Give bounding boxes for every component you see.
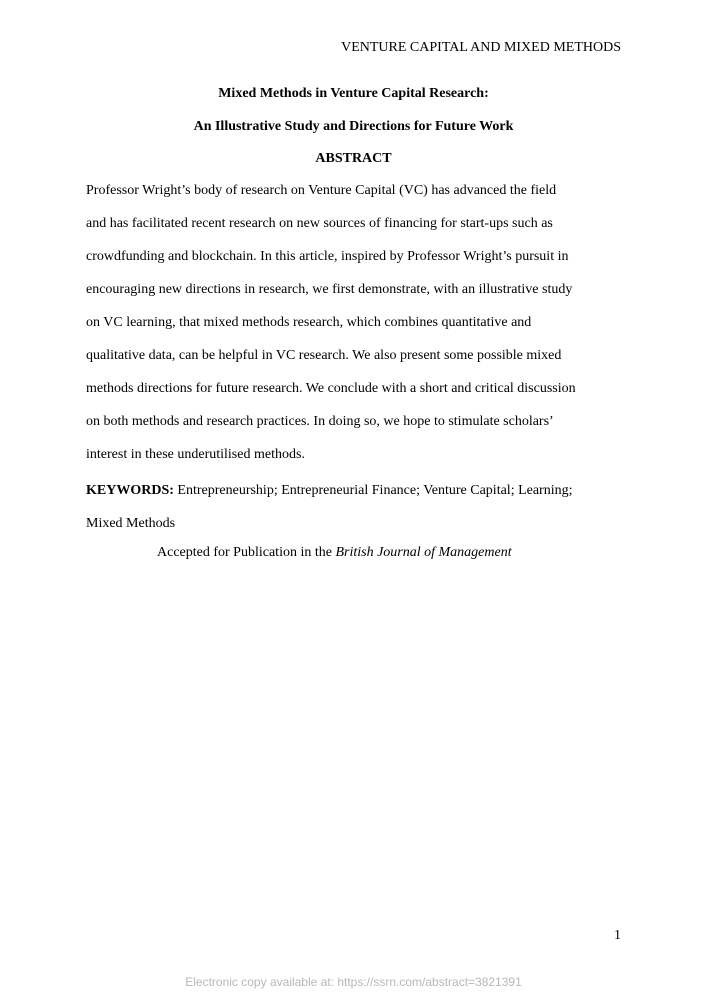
abstract-line: crowdfunding and blockchain. In this article, inspired by Professor Wright’s pursuit in [86,249,569,264]
abstract-line: and has facilitated recent research on new sources of financing for start-ups such as [86,216,553,231]
abstract-line: Professor Wright’s body of research on Venture Capital (VC) has advanced the field [86,183,557,198]
running-head: VENTURE CAPITAL AND MIXED METHODS [341,40,621,55]
journal-name: British Journal of Management [335,545,512,560]
keywords-line-2: Mixed Methods [86,516,176,531]
abstract-line: methods directions for future research. We conclude with a short and critical discussion [86,381,576,396]
paper-title-line-2: An Illustrative Study and Directions for Future Work [193,119,514,134]
abstract-line: on both methods and research practices. In doing so, we hope to stimulate scholars’ [86,414,554,429]
ssrn-footer-notice: Electronic copy available at: https://ssrn.com/abstract=3821391 [185,975,522,989]
abstract-body [86,181,626,478]
keywords-label: KEYWORDS: [86,483,174,498]
keywords-line-1 [86,481,626,514]
keywords-list: Entrepreneurship; Entrepreneurial Finance; Venture Capital; Learning; [173,483,573,498]
abstract-line: qualitative data, can be helpful in VC research. We also present some possible mixed [86,348,562,363]
abstract-line: encouraging new directions in research, we first demonstrate, with an illustrative study [86,282,573,297]
publication-note [157,545,512,561]
abstract-heading: ABSTRACT [315,151,392,166]
page-number: 1 [614,928,621,943]
abstract-line: on VC learning, that mixed methods research, which combines quantitative and [86,315,532,330]
keywords-block [86,481,626,547]
publication-prefix: Accepted for Publication in the [157,545,336,560]
paper-title-line-1: Mixed Methods in Venture Capital Research: [218,86,489,101]
abstract-line: interest in these underutilised methods. [86,447,305,462]
